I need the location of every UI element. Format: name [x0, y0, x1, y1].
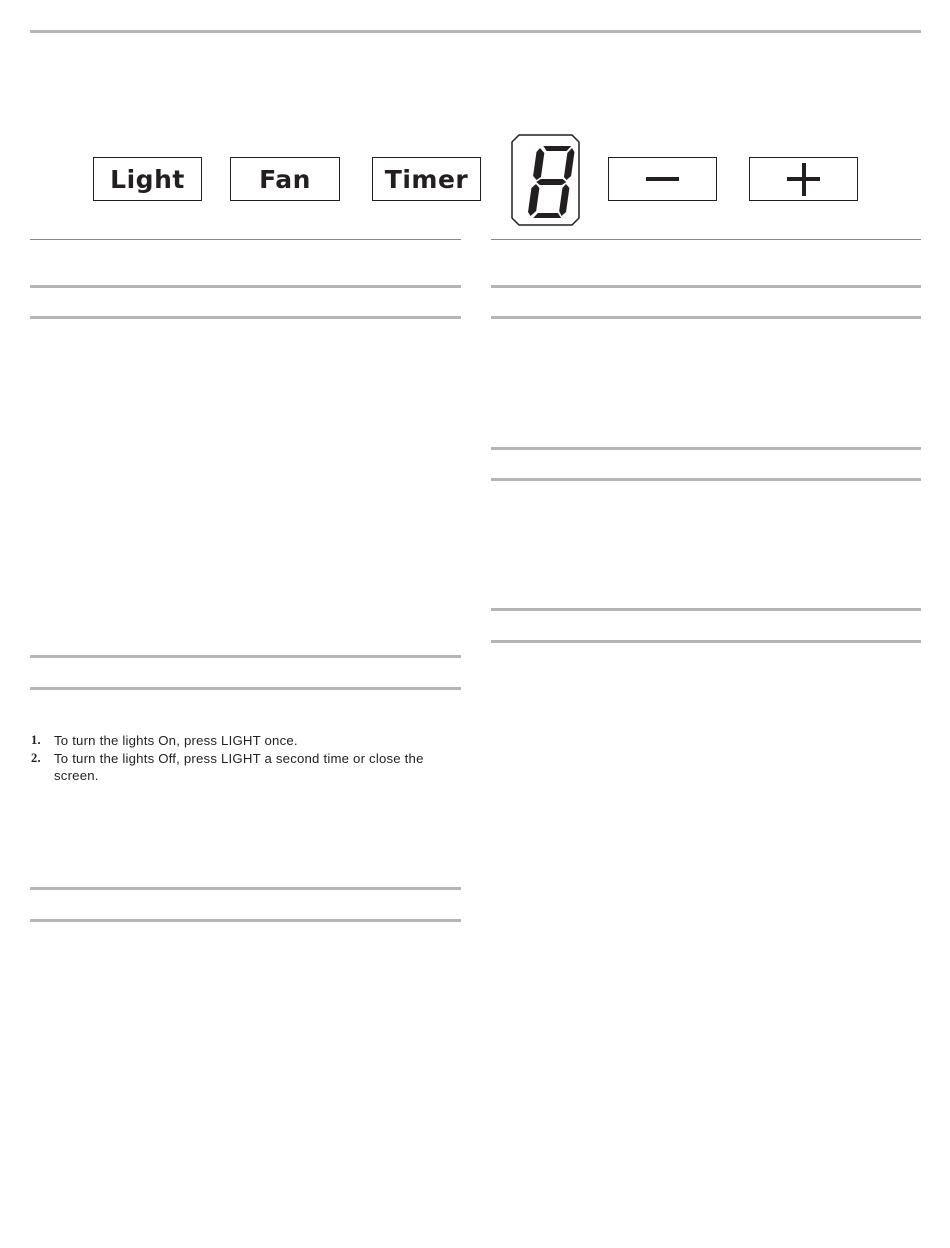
plus-icon	[787, 163, 820, 196]
top-rule	[30, 30, 921, 33]
right-heading-rule-bottom	[491, 316, 921, 319]
light-heading-rule-top	[30, 655, 461, 658]
right-section-divider	[491, 239, 921, 240]
step-number: 2.	[31, 750, 41, 765]
left-heading-rule-top	[30, 285, 461, 288]
minus-icon	[646, 177, 679, 181]
fan-button-label: Fan	[259, 164, 311, 194]
right-heading-rule-top-2	[491, 447, 921, 450]
right-heading-rule-top	[491, 285, 921, 288]
light-heading-rule-bottom	[30, 687, 461, 690]
left-heading-rule-top-3	[30, 887, 461, 890]
plus-button[interactable]	[749, 157, 858, 201]
light-steps-list	[30, 732, 460, 785]
minus-button[interactable]	[608, 157, 717, 201]
timer-button[interactable]	[372, 157, 481, 201]
right-heading-rule-bottom-2	[491, 478, 921, 481]
left-heading-rule-bottom-3	[30, 919, 461, 922]
right-heading-rule-bottom-3	[491, 640, 921, 643]
right-heading-rule-top-3	[491, 608, 921, 611]
list-item	[30, 732, 460, 750]
left-heading-rule-bottom	[30, 316, 461, 319]
timer-button-label: Timer	[384, 164, 469, 194]
step-text: To turn the lights On, press LIGHT once.	[54, 733, 298, 748]
light-button-label: Light	[110, 164, 185, 194]
left-section-divider	[30, 239, 461, 240]
light-button[interactable]	[93, 157, 202, 201]
step-number: 1.	[31, 733, 41, 747]
step-text: To turn the lights Off, press LIGHT a second time or close the screen.	[54, 750, 424, 783]
fan-button[interactable]	[230, 157, 340, 201]
seven-segment-display	[511, 134, 580, 226]
list-item	[30, 750, 460, 785]
display-digit-8	[511, 134, 580, 226]
